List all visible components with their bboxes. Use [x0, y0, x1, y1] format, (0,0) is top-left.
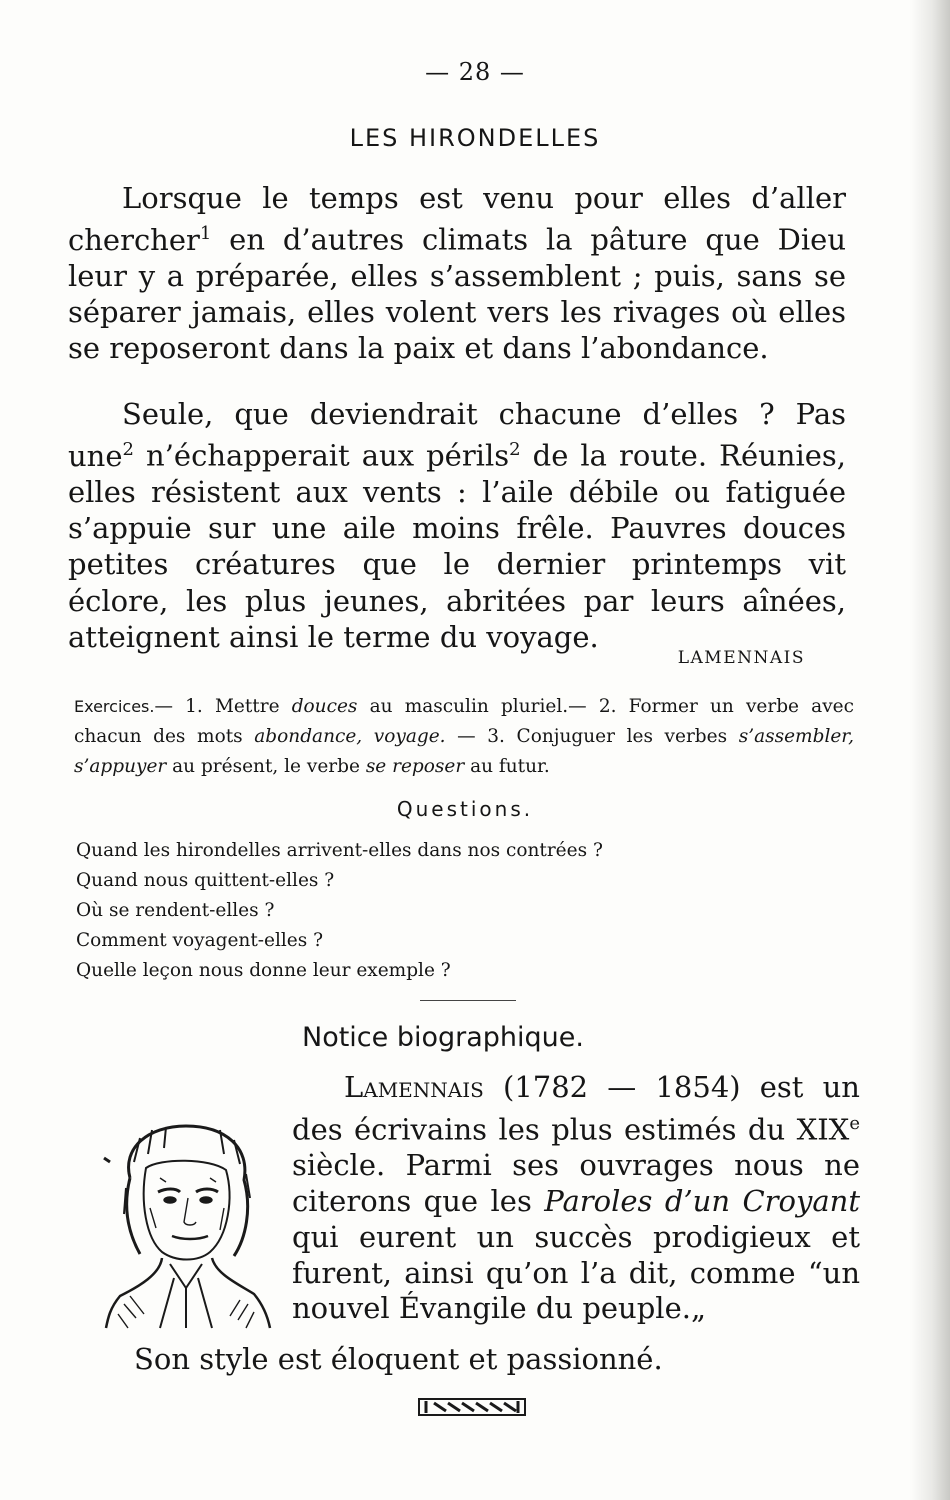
biography-part-3: qui eurent un succès prodigieux et furent, ainsi qu’on l’a dit, comme “un nouvel Évangile du peuple.„ — [292, 1219, 860, 1326]
exercises-text: au masculin pluriel.— 2. Former un verbe avec chacun des mots — [74, 696, 854, 747]
question-item: Où se rendent-elles ? — [76, 900, 275, 921]
ornament-icon — [418, 1397, 526, 1417]
paragraph-2-text-2: n’échapperait aux périls — [133, 438, 510, 473]
exercises-text: au futur. — [464, 756, 550, 777]
exercises-text: au présent, le verbe — [166, 756, 366, 777]
author-name: Lamennais — [344, 1070, 484, 1104]
book-title: Paroles d’un Croyant — [544, 1184, 860, 1219]
biography-part-1: (1782 — 1854) est un des écrivains les plus estimés du XIX — [292, 1070, 860, 1147]
paragraph-2-text-1: Seule, que deviendrait chacune d’elles ? Pas une — [68, 397, 846, 473]
footnote-marker: 2 — [122, 439, 134, 461]
biography-part-2: siècle. Parmi ses ouvrages nous ne citerons que les — [292, 1148, 860, 1219]
footnote-marker: 2 — [509, 439, 521, 461]
exercises-label: Exercices. — [74, 697, 155, 716]
biography-text — [292, 1070, 860, 1327]
question-item: Comment voyagent-elles ? — [76, 930, 324, 951]
exercises-block — [74, 692, 854, 782]
questions-title: Questions. — [396, 797, 534, 821]
section-divider — [420, 1000, 516, 1001]
paragraph-1-text-1: Lorsque le temps est venu pour elles d’aller chercher — [68, 181, 846, 257]
page-number: — 28 — — [425, 58, 525, 86]
paragraph-2-text-3: de la route. Réunies, elles résistent aux vents : l’aile débile ou fatiguée s’appuie sur une aile moins frêle. Pauvres douces petites créatures que le dernier printemps vit éclore, les plus jeunes, abritées par leurs aînées, atteignent ainsi le terme du voyage. — [68, 438, 846, 654]
exercises-italic: douces — [291, 696, 358, 717]
page-edge-shadow — [910, 0, 950, 1500]
exercises-italic: s’assembler, s’appuyer — [74, 726, 855, 777]
biography-last-line: Son style est éloquent et passionné. — [134, 1342, 663, 1376]
author-signature: LAMENNAIS — [677, 648, 805, 668]
exercises-text: — 3. Conjuguer les verbes — [445, 726, 739, 747]
notice-title: Notice biographique. — [302, 1022, 584, 1053]
question-item: Quand les hirondelles arrivent-elles dans nos contrées ? — [76, 840, 603, 861]
question-item: Quand nous quittent-elles ? — [76, 870, 335, 891]
question-item: Quelle leçon nous donne leur exemple ? — [76, 960, 451, 981]
exercises-italic: se reposer — [365, 756, 465, 777]
portrait-engraving-icon — [100, 1118, 272, 1330]
footnote-marker: 1 — [199, 223, 212, 245]
paragraph-1-text-2: en d’autres climats la pâture que Dieu leur y a préparée, elles s’assemblent ; puis, sans se séparer jamais, elles volent vers les rivages où elles se reposeront dans la paix et dans l’abondance. — [68, 222, 846, 366]
questions-list — [76, 836, 776, 986]
paragraph-1 — [68, 180, 846, 367]
exercises-italic: abondance, voyage. — [254, 726, 446, 747]
century-superscript: e — [849, 1112, 860, 1134]
exercises-text: — 1. Mettre — [154, 696, 292, 717]
paragraph-2 — [68, 396, 846, 655]
page-title: LES HIRONDELLES — [349, 124, 601, 152]
